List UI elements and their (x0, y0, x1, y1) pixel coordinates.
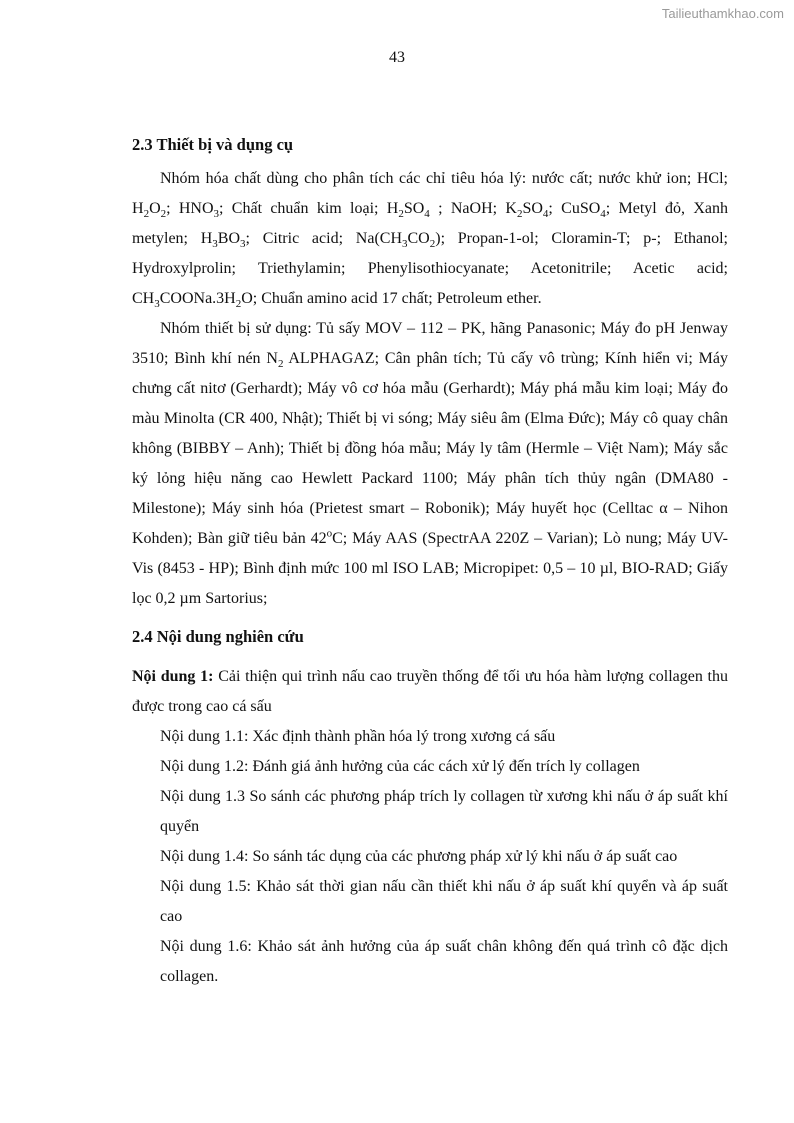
section-heading-2-4: 2.4 Nội dung nghiên cứu (132, 627, 304, 646)
list-item: Nội dung 1.4: So sánh tác dụng của các phương pháp xử lý khi nấu ở áp suất cao (160, 848, 678, 865)
list-item: Nội dung 1.3 So sánh các phương pháp trích ly collagen từ xương khi nấu ở áp suất khí quyển (160, 788, 728, 835)
content-1-paragraph: Nội dung 1: Cải thiện qui trình nấu cao truyền thống để tối ưu hóa hàm lượng collagen thu được trong cao cá sấu (132, 668, 728, 715)
document-body (132, 130, 728, 992)
list-item: Nội dung 1.2: Đánh giá ảnh hưởng của các cách xử lý đến trích ly collagen (160, 758, 640, 775)
section-heading-2-3: 2.3 Thiết bị và dụng cụ (132, 135, 294, 154)
list-item: Nội dung 1.5: Khảo sát thời gian nấu cần thiết khi nấu ở áp suất khí quyển và áp suất cao (160, 878, 728, 925)
equipment-paragraph: Nhóm thiết bị sử dụng: Tủ sấy MOV – 112 – PK, hãng Panasonic; Máy đo pH Jenway 3510; Bình khí nén $N_2$ ALPHAGAZ; Cân phân tích; Tủ cấy vô trùng; Kính hiển vi; Máy chưng cất nitơ (Gerhardt); Máy vô cơ hóa mẫu (Gerhardt); Máy phá mẫu kim loại; Máy đo màu Minolta (CR 400, Nhật); Thiết bị vi sóng; Máy siêu âm (Elma Đức); Máy cô quay chân không (BIBBY – Anh); Thiết bị đồng hóa mẫu; Máy ly tâm (Hermle – Việt Nam); Máy sắc ký lỏng hiệu năng cao Hewlett Packard 1100; Máy phân tích thủy ngân (DMA80 -Milestone); Máy sinh hóa (Prietest smart – Robonik); Máy huyết học (Celltac α – Nihon Kohden); Bàn giữ tiêu bản 42$^o$C; Máy AAS (SpectrAA 220Z – Varian); Lò nung; Máy UV-Vis (8453 - HP); Bình định mức 100 ml ISO LAB; Micropipet: 0,5 – 10 µl, BIO-RAD; Giấy lọc 0,2 µm Sartorius; (132, 320, 729, 607)
list-item: Nội dung 1.1: Xác định thành phần hóa lý trong xương cá sấu (160, 728, 556, 745)
watermark: Tailieuthamkhao.com (661, 6, 784, 21)
chemicals-paragraph: Nhóm hóa chất dùng cho phân tích các chỉ tiêu hóa lý: nước cất; nước khử ion; HCl; $H_2O_2$; $HNO_3$; Chất chuẩn kim loại; $H_2SO_4$ ; NaOH; $K_2SO_4$; CuSO$_4$; Metyl đỏ, Xanh metylen; $H_3BO_3$; Citric acid; $Na(CH_3CO_2)$; Propan-1-ol; Cloramin-T; p-; Ethanol; Hydroxylprolin; Triethylamin; Phenylisothiocyanate; Acetonitrile; Acetic acid; $CH_3COONa.3H_2O$; Chuẩn amino acid 17 chất; Petroleum ether. (132, 170, 729, 311)
page-number: 43 (389, 49, 405, 66)
content-1-label: Nội dung 1: (132, 668, 214, 685)
list-item: Nội dung 1.6: Khảo sát ảnh hưởng của áp suất chân không đến quá trình cô đặc dịch collagen. (160, 938, 728, 985)
